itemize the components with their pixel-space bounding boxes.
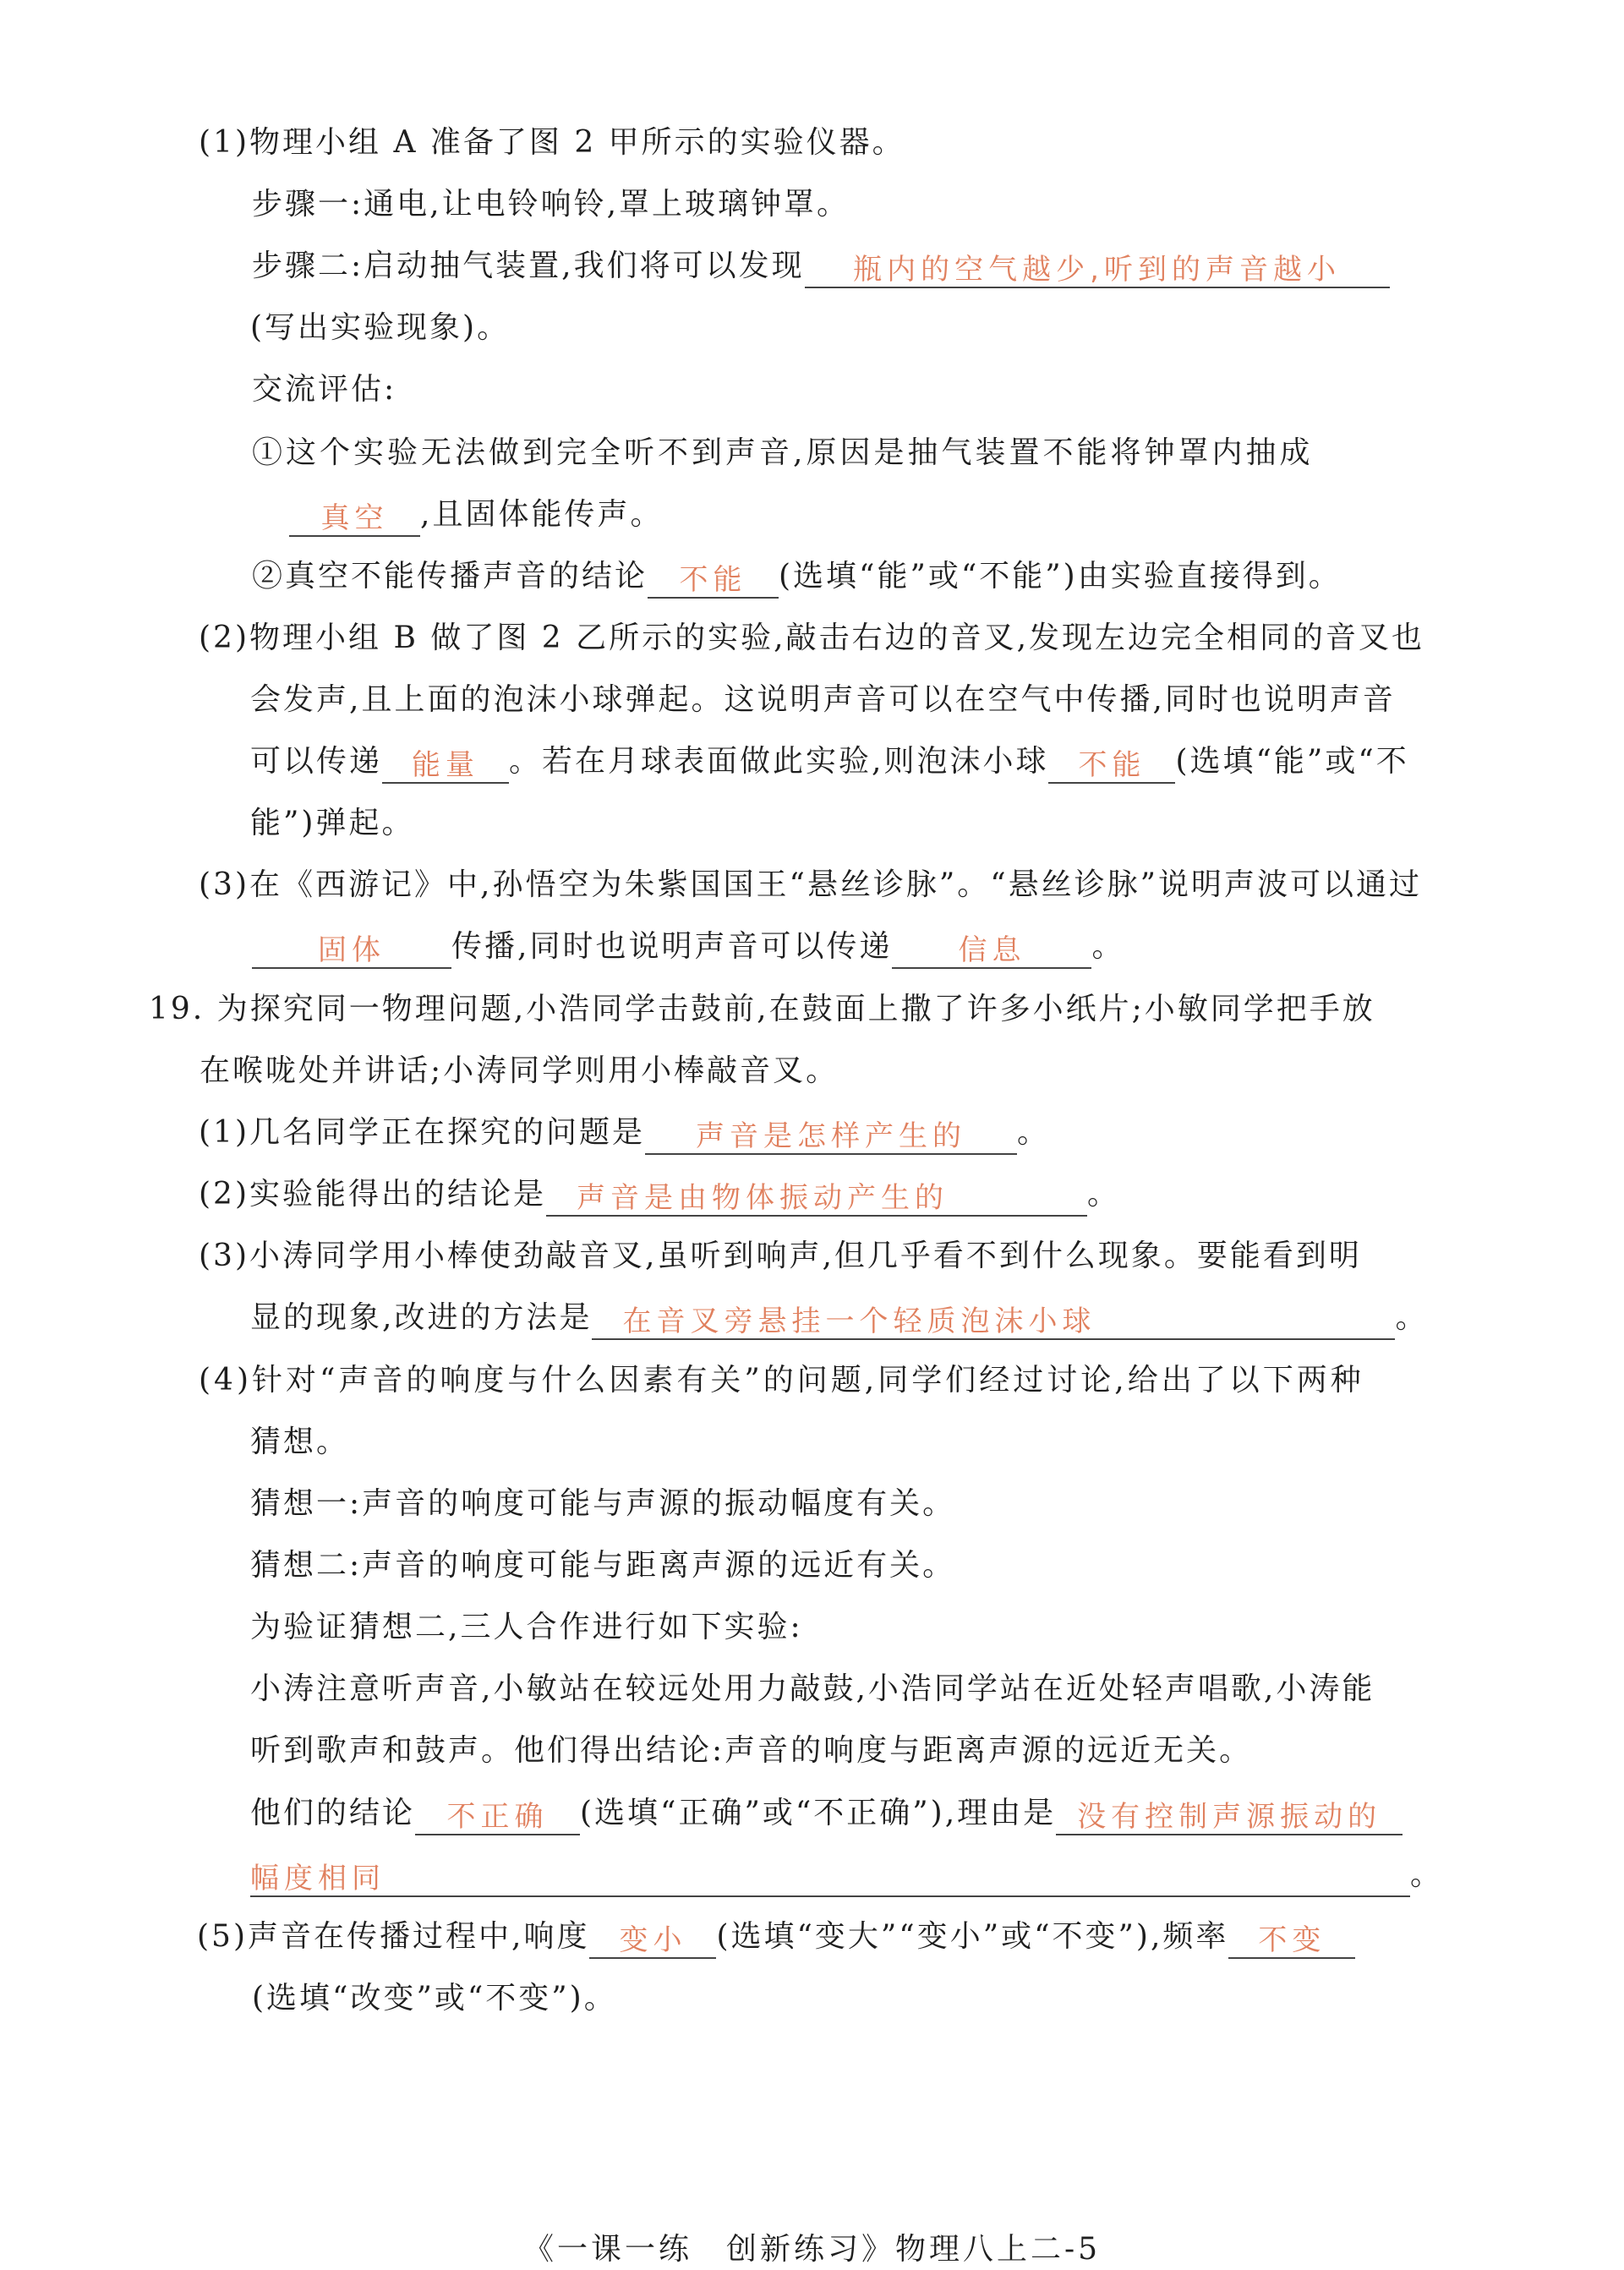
q18-eval1-post: ,且固体能传声。 bbox=[420, 497, 664, 532]
q19-verify: 为验证猜想二,三人合作进行如下实验: bbox=[250, 1610, 803, 1644]
q18-eval-title: 交流评估: bbox=[252, 372, 397, 407]
q19-p3-post: 。 bbox=[1395, 1300, 1429, 1335]
answer-blank-step2[interactable] bbox=[805, 249, 1390, 288]
answer-blank-info[interactable] bbox=[892, 930, 1091, 969]
q18-step2-line bbox=[252, 244, 1390, 288]
q19-concl-mid: (选填“正确”或“不正确”),理由是 bbox=[580, 1796, 1057, 1830]
answer-blank-energy[interactable] bbox=[382, 745, 509, 784]
answer-blank-q19-2[interactable] bbox=[546, 1178, 1087, 1217]
q19-p3-pre: 显的现象,改进的方法是 bbox=[250, 1300, 593, 1335]
answer-blank-conclusion[interactable] bbox=[415, 1797, 580, 1835]
q18-eval1-line2 bbox=[289, 493, 663, 537]
answer-blank-reason-2[interactable] bbox=[250, 1858, 1410, 1897]
answer-blank-q19-1[interactable] bbox=[645, 1116, 1017, 1155]
answer-q19-3: 在音叉旁悬挂一个轻质泡沫小球 bbox=[622, 1305, 1096, 1338]
q18-p1-intro: (1)物理小组 A 准备了图 2 甲所示的实验仪器。 bbox=[199, 125, 905, 160]
q18-step1: 步骤一:通电,让电铃响铃,罩上玻璃钟罩。 bbox=[252, 187, 850, 222]
q19-p2-line bbox=[199, 1173, 1120, 1217]
q18-eval2-pre: ②真空不能传播声音的结论 bbox=[252, 559, 648, 593]
answer-loudness: 变小 bbox=[619, 1923, 687, 1957]
answer-blank-solid[interactable] bbox=[252, 930, 451, 969]
answer-solid: 固体 bbox=[318, 933, 385, 967]
answer-reason-1: 没有控制声源振动的 bbox=[1077, 1800, 1382, 1834]
q19-guess1: 猜想一:声音的响度可能与声源的振动幅度有关。 bbox=[250, 1486, 956, 1521]
q19-p5-pre: (5)声音在传播过程中,响度 bbox=[197, 1919, 590, 1954]
q19-p3-line1: (3)小涛同学用小棒使劲敲音叉,虽听到响声,但几乎看不到什么现象。要能看到明 bbox=[199, 1239, 1362, 1273]
q19-p1-post: 。 bbox=[1017, 1115, 1051, 1150]
q18-p2-line1: (2)物理小组 B 做了图 2 乙所示的实验,敲击右边的音叉,发现左边完全相同的音叉也 bbox=[199, 621, 1425, 655]
q18-step2-pre: 步骤二:启动抽气装置,我们将可以发现 bbox=[252, 249, 805, 283]
answer-blank-vacuum[interactable] bbox=[289, 498, 420, 537]
q18-p2-line3-mid: 。若在月球表面做此实验,则泡沫小球 bbox=[509, 744, 1049, 779]
q18-p2-line3-post: (选填“能”或“不 bbox=[1175, 744, 1409, 779]
q18-p3-post: 。 bbox=[1091, 929, 1125, 964]
q18-p2-line2: 会发声,且上面的泡沫小球弹起。这说明声音可以在空气中传播,同时也说明声音 bbox=[250, 682, 1396, 717]
q19-guess2: 猜想二:声音的响度可能与距离声源的远近有关。 bbox=[250, 1548, 956, 1583]
q19-stem-line1: 19. 为探究同一物理问题,小浩同学击鼓前,在鼓面上撒了许多小纸片;小敏同学把手放 bbox=[149, 992, 1375, 1026]
answer-q19-2: 声音是由物体振动产生的 bbox=[577, 1181, 949, 1215]
answer-info: 信息 bbox=[958, 933, 1026, 967]
answer-blank-frequency[interactable] bbox=[1228, 1920, 1355, 1959]
q19-p1-pre: (1)几名同学正在探究的问题是 bbox=[199, 1115, 645, 1150]
q19-p5-line1 bbox=[197, 1915, 1355, 1959]
answer-blank-loudness[interactable] bbox=[589, 1920, 716, 1959]
answer-q19-1: 声音是怎样产生的 bbox=[696, 1119, 966, 1153]
q19-p5-line2: (选填“改变”或“不变”)。 bbox=[252, 1981, 617, 2016]
answer-moon: 不能 bbox=[1078, 748, 1146, 782]
answer-blank-eval2[interactable] bbox=[648, 560, 779, 599]
q19-p3-line2 bbox=[250, 1296, 1428, 1340]
q18-eval1-line1: ①这个实验无法做到完全听不到声音,原因是抽气装置不能将钟罩内抽成 bbox=[252, 435, 1314, 470]
q19-p1-line bbox=[199, 1111, 1050, 1155]
answer-blank-moon[interactable] bbox=[1048, 745, 1175, 784]
answer-eval2: 不能 bbox=[679, 563, 747, 597]
q19-exp-line1: 小涛注意听声音,小敏站在较远处用力敲鼓,小浩同学站在近处轻声唱歌,小涛能 bbox=[250, 1671, 1375, 1706]
page-footer: 《一课一练 创新练习》物理八上二-5 bbox=[522, 2232, 1102, 2267]
q19-reason-post: 。 bbox=[1410, 1857, 1444, 1892]
answer-reason-2: 幅度相同 bbox=[250, 1862, 385, 1895]
q18-p3-line2 bbox=[252, 925, 1124, 969]
q19-p2-pre: (2)实验能得出的结论是 bbox=[199, 1177, 546, 1212]
q18-p3-mid: 传播,同时也说明声音可以传递 bbox=[451, 929, 893, 964]
q19-p5-mid: (选填“变大”“变小”或“不变”),频率 bbox=[716, 1919, 1229, 1954]
answer-frequency: 不变 bbox=[1258, 1923, 1326, 1957]
q19-p2-post: 。 bbox=[1087, 1177, 1121, 1212]
q19-p4-line2: 猜想。 bbox=[250, 1425, 350, 1459]
q18-eval2-line bbox=[252, 555, 1342, 599]
q19-reason-line2 bbox=[250, 1853, 1443, 1897]
answer-step2: 瓶内的空气越少,听到的声音越小 bbox=[853, 253, 1341, 287]
q18-p2-line4: 能”)弹起。 bbox=[250, 806, 415, 840]
q18-step2-post: (写出实验现象)。 bbox=[250, 310, 511, 345]
answer-blank-reason-1[interactable] bbox=[1056, 1797, 1403, 1835]
q19-stem-line2: 在喉咙处并讲话;小涛同学则用小棒敲音叉。 bbox=[200, 1053, 839, 1088]
q18-p2-line3 bbox=[250, 740, 1409, 784]
q19-concl-pre: 他们的结论 bbox=[250, 1796, 416, 1830]
answer-energy: 能量 bbox=[412, 748, 480, 782]
answer-conclusion: 不正确 bbox=[446, 1800, 549, 1834]
q18-p2-line3-pre: 可以传递 bbox=[250, 744, 383, 779]
q18-p3-line1: (3)在《西游记》中,孙悟空为朱紫国国王“悬丝诊脉”。“悬丝诊脉”说明声波可以通过 bbox=[199, 867, 1423, 902]
answer-vacuum: 真空 bbox=[320, 501, 389, 535]
q18-eval2-post: (选填“能”或“不能”)由实验直接得到。 bbox=[779, 559, 1342, 593]
q19-conclusion-line bbox=[250, 1791, 1403, 1835]
q19-p4-line1: (4)针对“声音的响度与什么因素有关”的问题,同学们经过讨论,给出了以下两种 bbox=[199, 1363, 1364, 1398]
answer-blank-q19-3[interactable] bbox=[592, 1301, 1395, 1340]
q19-exp-line2: 听到歌声和鼓声。他们得出结论:声音的响度与距离声源的远近无关。 bbox=[250, 1733, 1253, 1768]
